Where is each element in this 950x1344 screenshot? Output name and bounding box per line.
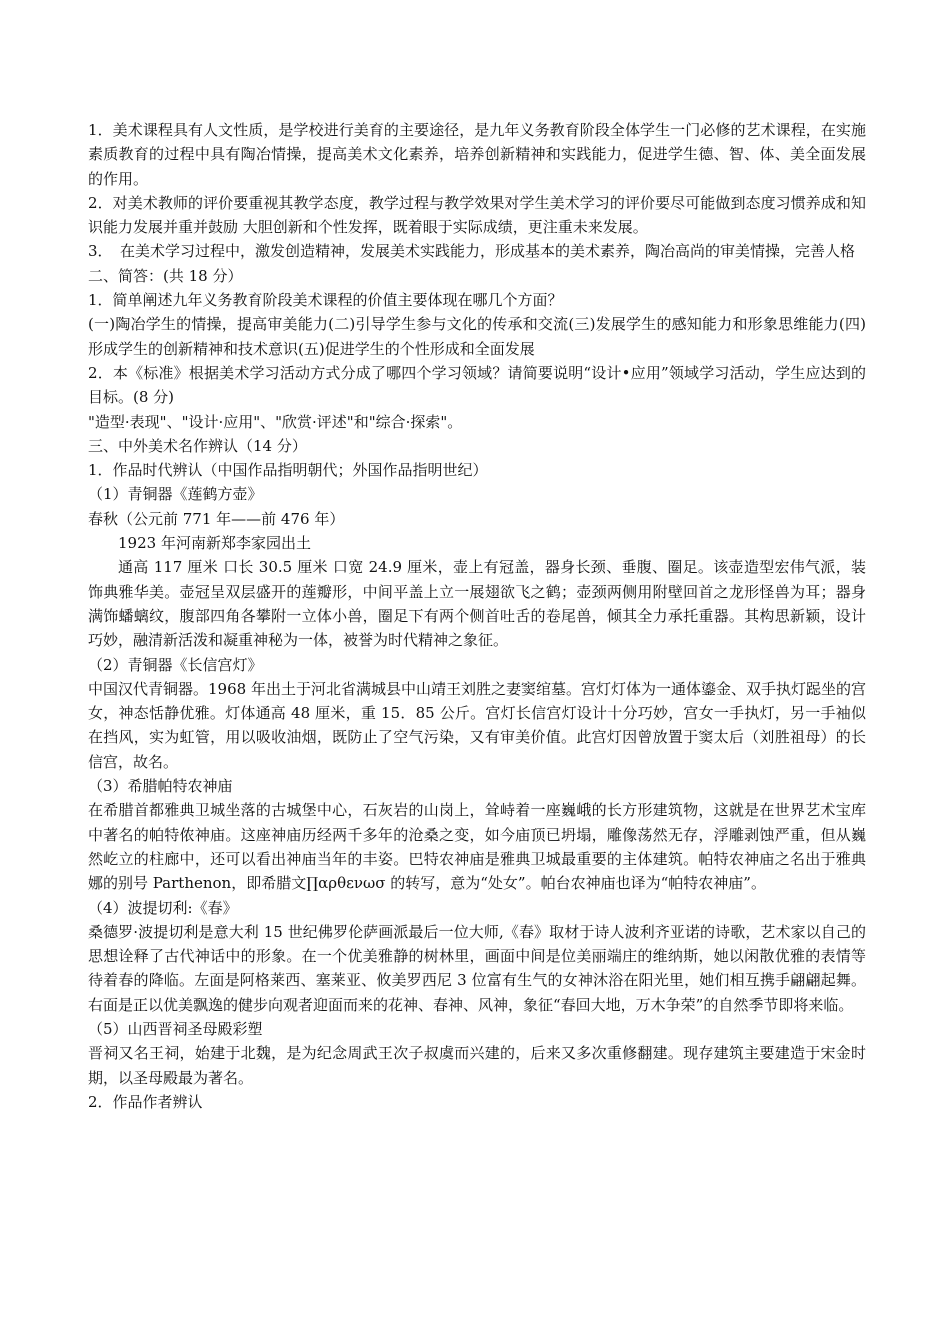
item-heading-jinci-sculptures: （5）山西晋祠圣母殿彩塑 <box>88 1019 263 1038</box>
answer-paragraph-3: 3． 在美术学习过程中，激发创造精神，发展美术实践能力，形成基本的美术素养，陶冶高尚的审美情操，完善人格 <box>88 242 856 261</box>
subsection-author-identification: 2．作品作者辨认 <box>88 1092 203 1111</box>
item-era-lotus-crane-pot: 春秋（公元前 771 年——前 476 年） <box>88 509 345 528</box>
question-1: 1．简单阐述九年义务教育阶段美术课程的价值主要体现在哪几个方面？ <box>88 291 563 310</box>
subsection-era-identification: 1．作品时代辨认（中国作品指明朝代；外国作品指明世纪） <box>88 461 488 480</box>
item-description-changxin-lamp: 中国汉代青铜器。1968 年出土于河北省满城县中山靖王刘胜之妻窦绾墓。宫灯灯体为一通体鎏金、双手执灯跽坐的宫女，神态恬静优雅。灯体通高 48 厘米，重 15．85 公斤。宫灯长信宫灯设计十分巧妙，宫女一手执灯，另一手袖似在挡风，实为虹管，用以吸收油烟，既防止了空气污染，又有审美价值。此宫灯因曾放置于窦太后（刘胜祖母）的长信宫，故名。 <box>88 679 866 771</box>
answer-question-2: "造型·表现"、"设计·应用"、"欣赏·评述"和"综合·探索"。 <box>88 412 463 431</box>
section-heading-artwork-identification: 三、中外美术名作辨认（14 分） <box>88 436 307 455</box>
item-heading-lotus-crane-pot: （1）青铜器《莲鹤方壶》 <box>88 485 263 504</box>
item-heading-changxin-lamp: （2）青铜器《长信宫灯》 <box>88 655 263 674</box>
item-description-jinci-sculptures: 晋祠又名王祠，始建于北魏，是为纪念周武王次子叔虞而兴建的，后来又多次重修翻建。现存建筑主要建造于宋金时期，以圣母殿最为著名。 <box>88 1044 866 1087</box>
item-description-parthenon: 在希腊首都雅典卫城坐落的古城堡中心，石灰岩的山岗上，耸峙着一座巍峨的长方形建筑物，这就是在世界艺术宝库中著名的帕特侬神庙。这座神庙历经两千多年的沧桑之变，如今庙顶已坍塌，雕像荡然无存，浮雕剥蚀严重，但从巍然屹立的柱廊中，还可以看出神庙当年的丰姿。巴特农神庙是雅典卫城最重要的主体建筑。帕特农神庙之名出于雅典娜的别号 Parthenon，即希腊文∏αρθενωσ 的转写，意为“处女”。帕台农神庙也译为“帕特农神庙”。 <box>88 801 866 893</box>
document-body <box>88 118 866 1114</box>
answer-question-1: (一)陶冶学生的情操，提高审美能力(二)引导学生参与文化的传承和交流(三)发展学生的感知能力和形象思维能力(四)形成学生的创新精神和技术意识(五)促进学生的个性形成和全面发展 <box>88 315 866 358</box>
item-origin-lotus-crane-pot: 1923 年河南新郑李家园出土 <box>118 534 311 553</box>
item-heading-parthenon: （3）希腊帕特农神庙 <box>88 777 233 796</box>
item-description-lotus-crane-pot: 通高 117 厘米 口长 30.5 厘米 口宽 24.9 厘米，壶上有冠盖，器身长颈、垂腹、圈足。该壶造型宏伟气派，装饰典雅华美。壶冠呈双层盛开的莲瓣形，中间平盖上立一展翅欲飞之鹤；壶颈两侧用附壁回首之龙形怪兽为耳；器身满饰蟠螭纹，腹部四角各攀附一立体小兽，圈足下有两个侧首吐舌的卷尾兽，倾其全力承托重器。其构思新颖，设计巧妙，融清新活泼和凝重神秘为一体，被誉为时代精神之象征。 <box>88 558 866 650</box>
item-description-primavera: 桑德罗·波提切利是意大利 15 世纪佛罗伦萨画派最后一位大师,《春》取材于诗人波利齐亚诺的诗歌，艺术家以自己的思想诠释了古代神话中的形象。在一个优美雅静的树林里，画面中间是位美丽端庄的维纳斯，她以闲散优雅的表情等待着春的降临。左面是阿格莱西、塞莱亚、攸美罗西尼 3 位富有生气的女神沐浴在阳光里，她们相互携手翩翩起舞。右面是正以优美飘逸的健步向观者迎面而来的花神、春神、风神，象征“春回大地，万木争荣”的自然季节即将来临。 <box>88 922 866 1014</box>
question-2: 2．本《标准》根据美术学习活动方式分成了哪四个学习领域？请简要说明“设计•应用”领域学习活动，学生应达到的目标。(8 分) <box>88 363 866 407</box>
answer-paragraph-2: 2．对美术教师的评价要重视其教学态度，教学过程与教学效果对学生美术学习的评价要尽可能做到态度习惯养成和知识能力发展并重并鼓励 大胆创新和个性发挥，既着眼于实际成绩，更注重未来发展。 <box>88 193 866 237</box>
item-heading-primavera: （4）波提切利:《春》 <box>88 898 238 917</box>
answer-paragraph-1: 1．美术课程具有人文性质，是学校进行美育的主要途径，是九年义务教育阶段全体学生一门必修的艺术课程，在实施素质教育的过程中具有陶冶情操，提高美术文化素养，培养创新精神和实践能力，促进学生德、智、体、美全面发展的作用。 <box>88 121 866 188</box>
section-heading-short-answer: 二、简答：(共 18 分） <box>88 266 243 285</box>
